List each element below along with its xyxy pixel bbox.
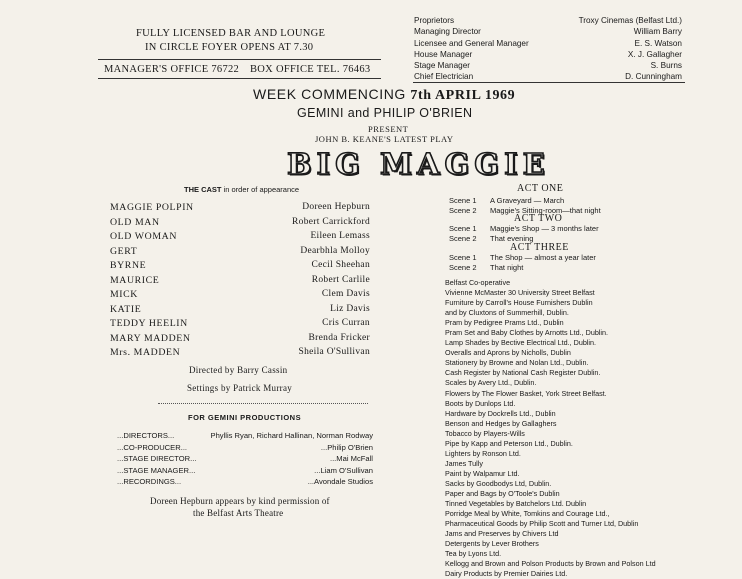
acknowledgement-line: Furniture by Carroll's House Furnishers Dublin — [445, 298, 593, 308]
staff-role: House Manager — [414, 49, 473, 59]
cast-actor: Cecil Sheehan — [311, 260, 370, 270]
directed-by: Directed by Barry Cassin — [189, 365, 288, 375]
production-name: ...Philip O'Brien — [320, 442, 373, 452]
scene-desc: Maggie's Sitting-room—that night — [490, 206, 601, 215]
staff-role: Managing Director — [414, 27, 481, 37]
staff-role: Licensee and General Manager — [414, 38, 529, 48]
scene-desc: A Graveyard — March — [490, 196, 565, 205]
acknowledgement-line: Scales by Avery Ltd., Dublin. — [445, 378, 537, 388]
acknowledgement-line: Porridge Meal by White, Tomkins and Courage Ltd., — [445, 509, 610, 519]
production-row — [117, 443, 373, 455]
staff-row — [414, 38, 682, 49]
production-role: ...STAGE DIRECTOR... — [117, 454, 197, 463]
production-name: ...Mai McFall — [329, 454, 373, 463]
act-title: ACT THREE — [510, 242, 569, 253]
acknowledgement-line: Kellogg and Brown and Polson Products by Brown and Polson Ltd — [445, 559, 656, 569]
scene-desc: The Shop — almost a year later — [490, 253, 596, 262]
bar-notice: FULLY LICENSED BAR AND LOUNGE — [136, 28, 326, 39]
production-role: ...STAGE MANAGER... — [117, 465, 196, 475]
scene-desc: That night — [490, 263, 524, 272]
acknowledgement-line: Paper and Bags by O'Toole's Dublin — [445, 488, 560, 498]
cast-actor: Doreen Hepburn — [302, 202, 370, 212]
acknowledgement-line: Hardware by Dockrells Ltd., Dublin — [445, 408, 556, 418]
cast-role: OLD WOMAN — [110, 231, 177, 242]
staff-name: E. S. Watson — [634, 38, 682, 48]
staff-row — [414, 26, 682, 37]
scene-label: Scene 1 — [449, 224, 477, 233]
box-office: BOX OFFICE TEL. 76463 — [250, 64, 371, 75]
acknowledgement-line: Belfast Co-operative — [445, 278, 511, 287]
credits-divider — [158, 403, 368, 404]
scene-label: Scene 2 — [449, 206, 477, 215]
scene-desc: Maggie's Shop — 3 months later — [490, 224, 599, 233]
scene-label: Scene 1 — [449, 253, 477, 262]
present-label: PRESENT — [368, 124, 409, 134]
scene-label: Scene 2 — [449, 234, 477, 243]
staff-role: Proprietors — [414, 16, 455, 25]
managers-office: MANAGER'S OFFICE 76722 — [104, 64, 240, 75]
cast-actor: Robert Carlile — [311, 274, 370, 285]
production-row — [117, 454, 373, 466]
settings-by: Settings by Patrick Murray — [187, 383, 293, 393]
cast-role: GERT — [110, 245, 138, 257]
production-row — [117, 477, 373, 489]
acknowledgement-line: Tea by Lyons Ltd. — [445, 549, 502, 559]
header-divider-bottom — [98, 78, 381, 79]
acknowledgement-line: Dairy Products by Premier Dairies Ltd. — [445, 569, 568, 579]
cast-role: TEDDY HEELIN — [110, 318, 188, 329]
cast-role: MAGGIE POLPIN — [110, 202, 194, 213]
cast-actor: Brenda Fricker — [308, 332, 370, 343]
week-commencing — [253, 86, 515, 104]
staff-role: Chief Electrician — [414, 72, 474, 82]
production-name: ...Avondale Studios — [307, 477, 373, 486]
act-title: ACT ONE — [517, 183, 564, 194]
latest-play: JOHN B. KEANE'S LATEST PLAY — [315, 134, 454, 144]
cast-actor: Sheila O'Sullivan — [298, 347, 370, 357]
cast-actor: Liz Davis — [330, 303, 370, 314]
acknowledgement-line: Pram by Pedigree Prams Ltd., Dublin — [445, 318, 564, 328]
acknowledgement-line: Cash Register by National Cash Register Dublin. — [445, 368, 601, 378]
acknowledgement-line: Flowers by The Flower Basket, York Street Belfast. — [445, 388, 607, 398]
cast-actor: Eileen Lemass — [310, 231, 370, 241]
play-title: BIG MAGGIE — [287, 147, 550, 181]
header-divider — [98, 59, 381, 60]
foyer-notice: IN CIRCLE FOYER OPENS AT 7.30 — [145, 42, 314, 53]
acknowledgement-line: Stationery by Browne and Nolan Ltd., Dublin. — [445, 358, 589, 368]
cast-role: MAURICE — [110, 274, 160, 286]
cast-actor: Robert Carrickford — [292, 216, 370, 227]
staff-name: S. Burns — [650, 61, 682, 71]
acknowledgement-line: Boots by Dunlops Ltd. — [445, 398, 516, 408]
acknowledgement-line: and by Cluxtons of Summerhill, Dublin. — [445, 308, 569, 318]
scene-label: Scene 2 — [449, 263, 477, 272]
staff-name: X. J. Gallagher — [627, 49, 682, 59]
production-row — [117, 431, 373, 443]
acknowledgement-line: Pipe by Kapp and Peterson Ltd., Dublin. — [445, 438, 573, 448]
acknowledgement-line: Vivienne McMaster 30 University Street Belfast — [445, 288, 595, 298]
acknowledgement-line: Lamp Shades by Bective Electrical Ltd., Dublin. — [445, 338, 597, 348]
cast-role: KATIE — [110, 303, 142, 315]
staff-name: William Barry — [633, 27, 682, 37]
cast-role: BYRNE — [110, 260, 147, 271]
acknowledgement-line: Benson and Hedges by Gallaghers — [445, 418, 557, 428]
production-role: ...DIRECTORS... — [117, 431, 175, 440]
scene-desc: That evening — [490, 234, 534, 243]
cast-heading — [184, 185, 299, 194]
production-role: ...RECORDINGS... — [117, 477, 182, 486]
act-title: ACT TWO — [514, 213, 563, 224]
cast-role: OLD MAN — [110, 216, 160, 228]
cast-actors — [240, 202, 370, 362]
acknowledgement-line: Overalls and Aprons by Nicholls, Dublin — [445, 348, 571, 358]
acknowledgement-line: Pram Set and Baby Clothes by Arnotts Ltd., Dublin. — [445, 328, 609, 338]
acknowledgement-line: Jams and Preserves by Chivers Ltd — [445, 529, 559, 539]
production-list — [117, 431, 373, 489]
permission-line-1: Doreen Hepburn appears by kind permission of — [150, 496, 330, 506]
scene-label: Scene 1 — [449, 196, 477, 205]
production-row — [117, 466, 373, 478]
acknowledgement-line: Lighters by Ronson Ltd. — [445, 448, 521, 458]
week-date: 7th APRIL 1969 — [410, 88, 516, 103]
cast-role: MARY MADDEN — [110, 332, 191, 344]
acknowledgement-line: Pharmaceutical Goods by Philip Scott and Turner Ltd, Dublin — [445, 519, 639, 529]
acknowledgement-line: James Tully — [445, 458, 483, 468]
staff-underline — [413, 82, 685, 83]
staff-name: D. Cunningham — [625, 72, 682, 82]
acknowledgement-line: Sacks by Goodbodys Ltd, Dublin. — [445, 478, 552, 488]
for-gemini: FOR GEMINI PRODUCTIONS — [188, 413, 302, 422]
production-name: Phyllis Ryan, Richard Hallinan, Norman Rodway — [210, 431, 373, 440]
acknowledgement-line: Tinned Vegetables by Batchelors Ltd. Dublin — [445, 499, 587, 509]
acknowledgement-line: Detergents by Lever Brothers — [445, 539, 539, 549]
acknowledgement-line: Paint by Walpamur Ltd. — [445, 468, 520, 478]
presenters: GEMINI and PHILIP O'BRIEN — [297, 106, 473, 120]
cast-heading-label: THE CAST — [184, 185, 222, 194]
cast-heading-suffix: in order of appearance — [223, 185, 300, 194]
staff-name: Troxy Cinemas (Belfast Ltd.) — [578, 16, 682, 25]
staff-row — [414, 15, 682, 26]
staff-row — [414, 49, 682, 60]
cast-actor: Clem Davis — [321, 289, 370, 299]
week-prefix: WEEK COMMENCING — [253, 86, 406, 102]
permission-line-2: the Belfast Arts Theatre — [193, 508, 284, 518]
production-role: ...CO-PRODUCER... — [117, 442, 188, 452]
staff-list — [414, 15, 682, 83]
cast-actor: Cris Curran — [322, 318, 370, 328]
cast-actor: Dearbhla Molloy — [300, 245, 370, 256]
production-name: ...Liam O'Sullivan — [314, 465, 373, 475]
cast-role: MICK — [110, 289, 138, 300]
acknowledgement-line: Tobacco by Players-Wills — [445, 428, 525, 438]
staff-role: Stage Manager — [414, 61, 470, 71]
staff-row — [414, 60, 682, 71]
acknowledgements-list — [445, 278, 656, 579]
cast-role: Mrs. MADDEN — [110, 347, 181, 358]
